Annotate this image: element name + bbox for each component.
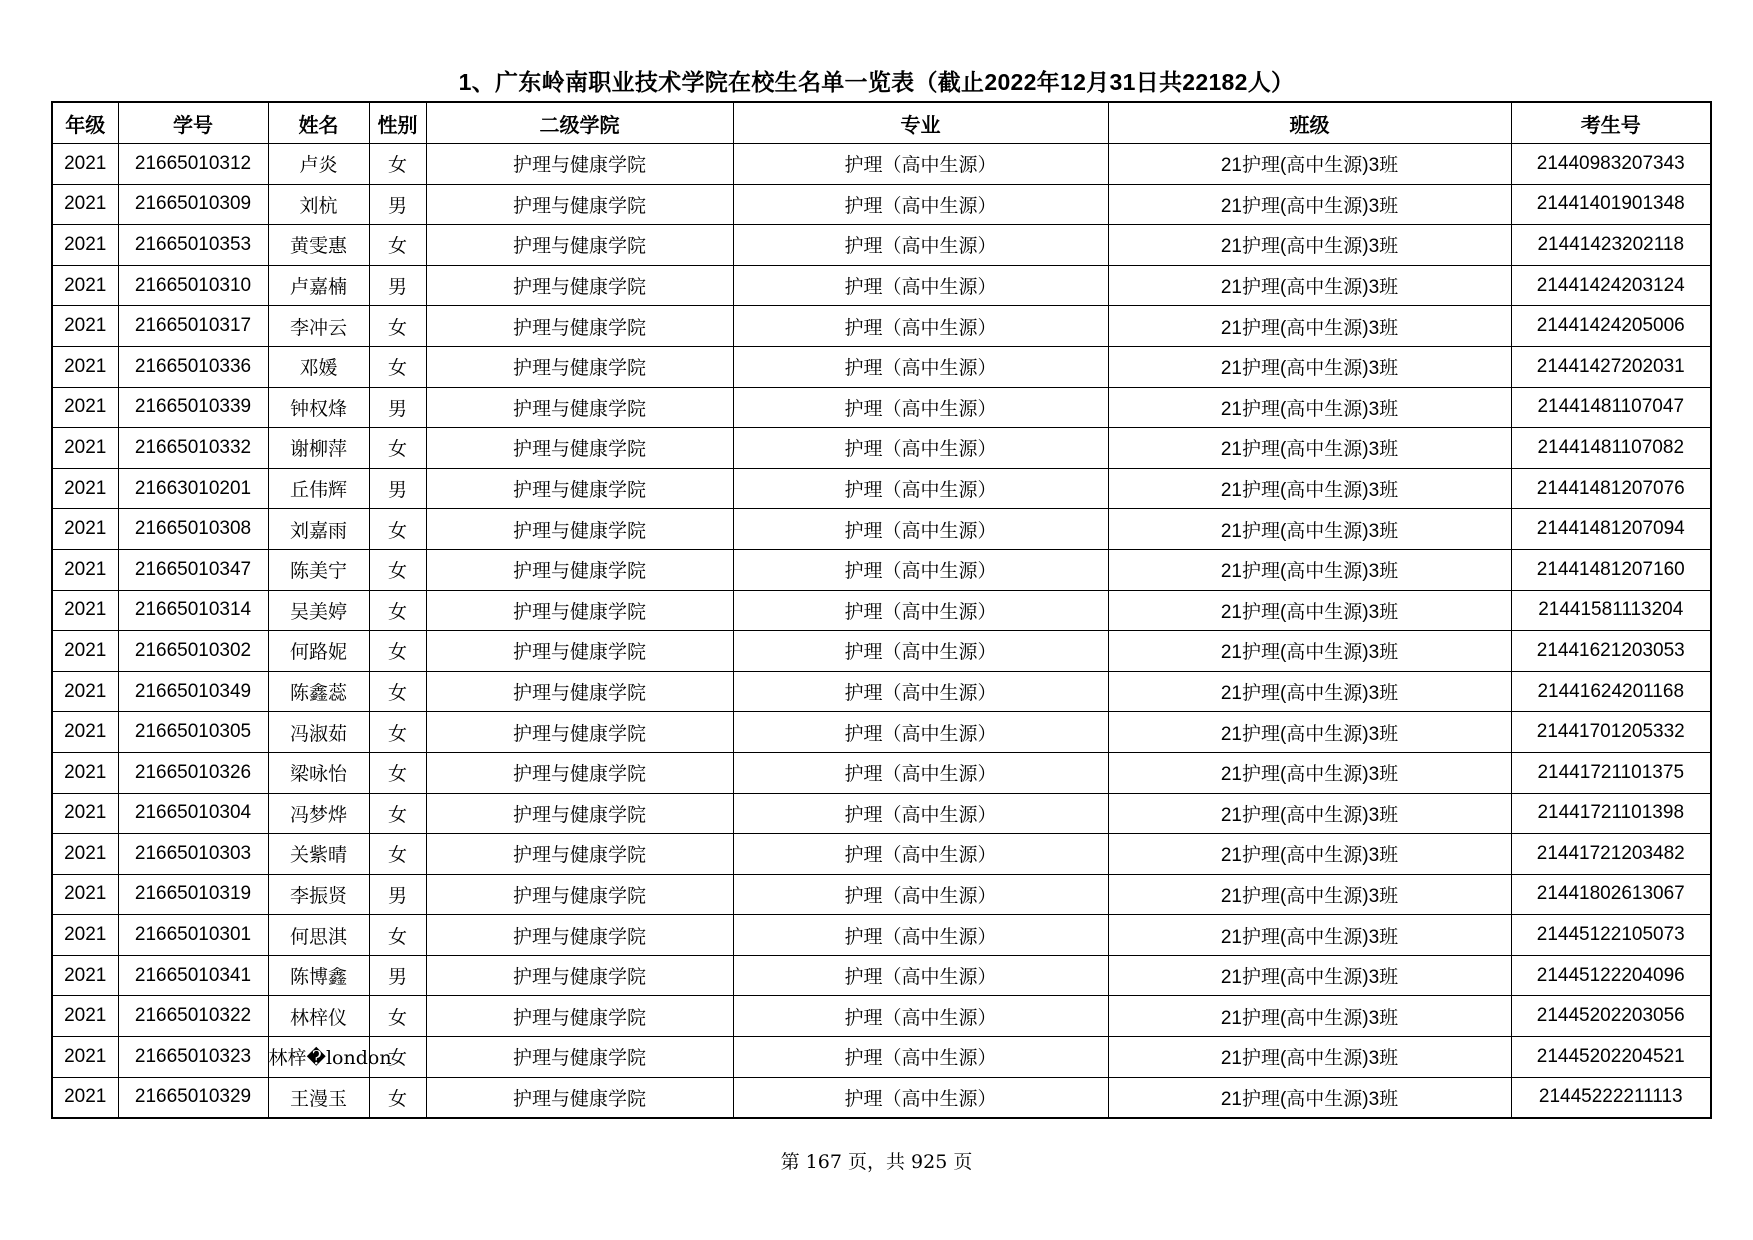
table-row [52,915,1711,956]
cell-class: 21护理(高中生源)3班 [1108,265,1511,306]
cell-class: 21护理(高中生源)3班 [1108,306,1511,347]
cell-college: 护理与健康学院 [426,590,733,631]
cell-exam-id: 21445202204521 [1511,1037,1711,1078]
cell-class: 21护理(高中生源)3班 [1108,752,1511,793]
cell-gender: 女 [369,144,426,185]
cell-exam-id: 21441481107082 [1511,428,1711,469]
table-row [52,996,1711,1037]
cell-exam-id: 21441423202118 [1511,225,1711,266]
cell-student-id: 21665010336 [118,346,268,387]
cell-exam-id: 21441481207160 [1511,549,1711,590]
cell-name: 何思淇 [268,915,369,956]
cell-name: 谢柳萍 [268,428,369,469]
cell-grade: 2021 [52,306,118,347]
cell-gender: 女 [369,793,426,834]
cell-grade: 2021 [52,752,118,793]
cell-grade: 2021 [52,955,118,996]
cell-name: 李冲云 [268,306,369,347]
cell-college: 护理与健康学院 [426,915,733,956]
column-header-student-id: 学号 [118,102,268,144]
cell-grade: 2021 [52,265,118,306]
cell-class: 21护理(高中生源)3班 [1108,671,1511,712]
cell-class: 21护理(高中生源)3班 [1108,712,1511,753]
cell-grade: 2021 [52,509,118,550]
cell-class: 21护理(高中生源)3班 [1108,225,1511,266]
cell-student-id: 21665010309 [118,184,268,225]
cell-grade: 2021 [52,1077,118,1118]
table-row [52,306,1711,347]
cell-gender: 男 [369,874,426,915]
table-row [52,752,1711,793]
table-row [52,265,1711,306]
cell-gender: 男 [369,955,426,996]
cell-college: 护理与健康学院 [426,834,733,875]
cell-major: 护理（高中生源） [733,428,1108,469]
cell-college: 护理与健康学院 [426,996,733,1037]
cell-grade: 2021 [52,184,118,225]
cell-exam-id: 21441721101398 [1511,793,1711,834]
cell-grade: 2021 [52,346,118,387]
cell-gender: 女 [369,549,426,590]
cell-student-id: 21665010301 [118,915,268,956]
cell-major: 护理（高中生源） [733,468,1108,509]
cell-class: 21护理(高中生源)3班 [1108,631,1511,672]
cell-college: 护理与健康学院 [426,306,733,347]
cell-class: 21护理(高中生源)3班 [1108,834,1511,875]
table-body [52,144,1711,1119]
cell-class: 21护理(高中生源)3班 [1108,428,1511,469]
cell-college: 护理与健康学院 [426,1037,733,1078]
table-row [52,346,1711,387]
table-row [52,1077,1711,1118]
cell-college: 护理与健康学院 [426,265,733,306]
cell-student-id: 21665010322 [118,996,268,1037]
table-row [52,793,1711,834]
cell-student-id: 21665010302 [118,631,268,672]
table-row [52,387,1711,428]
cell-college: 护理与健康学院 [426,509,733,550]
cell-student-id: 21665010329 [118,1077,268,1118]
table-row [52,874,1711,915]
table-row [52,225,1711,266]
cell-major: 护理（高中生源） [733,631,1108,672]
cell-student-id: 21665010308 [118,509,268,550]
cell-college: 护理与健康学院 [426,468,733,509]
cell-major: 护理（高中生源） [733,346,1108,387]
cell-name: 冯梦烨 [268,793,369,834]
table-row [52,955,1711,996]
cell-name: 陈博鑫 [268,955,369,996]
cell-name: 关紫晴 [268,834,369,875]
cell-grade: 2021 [52,144,118,185]
cell-major: 护理（高中生源） [733,955,1108,996]
cell-student-id: 21665010341 [118,955,268,996]
cell-grade: 2021 [52,590,118,631]
column-header-gender: 性别 [369,102,426,144]
cell-student-id: 21665010310 [118,265,268,306]
cell-class: 21护理(高中生源)3班 [1108,793,1511,834]
cell-gender: 女 [369,346,426,387]
cell-student-id: 21665010314 [118,590,268,631]
cell-college: 护理与健康学院 [426,631,733,672]
cell-grade: 2021 [52,915,118,956]
cell-gender: 女 [369,671,426,712]
cell-college: 护理与健康学院 [426,346,733,387]
cell-major: 护理（高中生源） [733,834,1108,875]
cell-class: 21护理(高中生源)3班 [1108,468,1511,509]
cell-student-id: 21665010326 [118,752,268,793]
cell-name: 陈美宁 [268,549,369,590]
cell-college: 护理与健康学院 [426,1077,733,1118]
cell-name: 邓媛 [268,346,369,387]
cell-student-id: 21665010347 [118,549,268,590]
column-header-class: 班级 [1108,102,1511,144]
cell-class: 21护理(高中生源)3班 [1108,915,1511,956]
cell-name: 梁咏怡 [268,752,369,793]
cell-grade: 2021 [52,387,118,428]
cell-name: 钟权烽 [268,387,369,428]
cell-major: 护理（高中生源） [733,874,1108,915]
cell-college: 护理与健康学院 [426,671,733,712]
table-row [52,590,1711,631]
cell-gender: 女 [369,590,426,631]
table-row [52,671,1711,712]
table-row [52,468,1711,509]
cell-name: 陈鑫蕊 [268,671,369,712]
cell-gender: 女 [369,509,426,550]
cell-gender: 女 [369,834,426,875]
table-row [52,184,1711,225]
cell-exam-id: 21445222211113 [1511,1077,1711,1118]
cell-class: 21护理(高中生源)3班 [1108,955,1511,996]
cell-student-id: 21665010304 [118,793,268,834]
table-row [52,428,1711,469]
cell-name: 李振贤 [268,874,369,915]
table-row [52,1037,1711,1078]
cell-gender: 女 [369,915,426,956]
cell-exam-id: 21441621203053 [1511,631,1711,672]
cell-student-id: 21665010303 [118,834,268,875]
table-row [52,631,1711,672]
cell-student-id: 21665010312 [118,144,268,185]
cell-gender: 女 [369,712,426,753]
cell-name: 冯淑茹 [268,712,369,753]
cell-gender: 女 [369,996,426,1037]
cell-student-id: 21665010317 [118,306,268,347]
cell-gender: 女 [369,1077,426,1118]
cell-student-id: 21665010323 [118,1037,268,1078]
cell-gender: 女 [369,752,426,793]
cell-major: 护理（高中生源） [733,387,1108,428]
cell-student-id: 21665010349 [118,671,268,712]
cell-grade: 2021 [52,549,118,590]
cell-gender: 男 [369,468,426,509]
cell-student-id: 21665010332 [118,428,268,469]
cell-major: 护理（高中生源） [733,184,1108,225]
cell-student-id: 21665010353 [118,225,268,266]
cell-class: 21护理(高中生源)3班 [1108,874,1511,915]
table-header-row [52,102,1711,144]
cell-class: 21护理(高中生源)3班 [1108,387,1511,428]
cell-grade: 2021 [52,671,118,712]
column-header-name: 姓名 [268,102,369,144]
column-header-college: 二级学院 [426,102,733,144]
cell-college: 护理与健康学院 [426,712,733,753]
cell-exam-id: 21440983207343 [1511,144,1711,185]
cell-student-id: 21665010319 [118,874,268,915]
cell-college: 护理与健康学院 [426,225,733,266]
cell-class: 21护理(高中生源)3班 [1108,346,1511,387]
cell-name: 吴美婷 [268,590,369,631]
cell-exam-id: 21441721203482 [1511,834,1711,875]
cell-exam-id: 21441424203124 [1511,265,1711,306]
cell-gender: 女 [369,428,426,469]
table-row [52,834,1711,875]
cell-student-id: 21665010339 [118,387,268,428]
cell-name: 林梓仪 [268,996,369,1037]
cell-exam-id: 21445202203056 [1511,996,1711,1037]
cell-college: 护理与健康学院 [426,387,733,428]
cell-college: 护理与健康学院 [426,184,733,225]
page-title: 1、广东岭南职业技术学院在校生名单一览表（截止2022年12月31日共22182人） [458,69,1295,95]
cell-class: 21护理(高中生源)3班 [1108,144,1511,185]
cell-name: 王漫玉 [268,1077,369,1118]
cell-grade: 2021 [52,834,118,875]
cell-major: 护理（高中生源） [733,265,1108,306]
cell-class: 21护理(高中生源)3班 [1108,996,1511,1037]
cell-class: 21护理(高中生源)3班 [1108,549,1511,590]
cell-name: 刘嘉雨 [268,509,369,550]
cell-exam-id: 21445122204096 [1511,955,1711,996]
cell-major: 护理（高中生源） [733,712,1108,753]
cell-exam-id: 21441581113204 [1511,590,1711,631]
cell-exam-id: 21441481207076 [1511,468,1711,509]
cell-gender: 男 [369,387,426,428]
cell-college: 护理与健康学院 [426,955,733,996]
cell-class: 21护理(高中生源)3班 [1108,184,1511,225]
cell-major: 护理（高中生源） [733,509,1108,550]
cell-name: 黄雯惠 [268,225,369,266]
cell-college: 护理与健康学院 [426,874,733,915]
cell-class: 21护理(高中生源)3班 [1108,509,1511,550]
cell-student-id: 21665010305 [118,712,268,753]
cell-exam-id: 21441401901348 [1511,184,1711,225]
cell-name: 林梓�london [268,1037,369,1078]
cell-class: 21护理(高中生源)3班 [1108,1077,1511,1118]
cell-grade: 2021 [52,874,118,915]
column-header-exam-id: 考生号 [1511,102,1711,144]
cell-gender: 女 [369,1037,426,1078]
cell-college: 护理与健康学院 [426,428,733,469]
cell-gender: 男 [369,184,426,225]
cell-exam-id: 21441624201168 [1511,671,1711,712]
cell-gender: 女 [369,306,426,347]
cell-grade: 2021 [52,428,118,469]
cell-grade: 2021 [52,712,118,753]
cell-major: 护理（高中生源） [733,225,1108,266]
cell-name: 卢炎 [268,144,369,185]
cell-gender: 男 [369,265,426,306]
table-row [52,144,1711,185]
cell-exam-id: 21441802613067 [1511,874,1711,915]
cell-class: 21护理(高中生源)3班 [1108,590,1511,631]
cell-grade: 2021 [52,631,118,672]
cell-major: 护理（高中生源） [733,306,1108,347]
cell-college: 护理与健康学院 [426,549,733,590]
cell-college: 护理与健康学院 [426,144,733,185]
cell-gender: 女 [369,631,426,672]
cell-major: 护理（高中生源） [733,549,1108,590]
cell-name: 刘杭 [268,184,369,225]
cell-exam-id: 21441721101375 [1511,752,1711,793]
cell-major: 护理（高中生源） [733,590,1108,631]
table-row [52,509,1711,550]
cell-name: 丘伟辉 [268,468,369,509]
cell-major: 护理（高中生源） [733,671,1108,712]
cell-gender: 女 [369,225,426,266]
cell-exam-id: 21441427202031 [1511,346,1711,387]
cell-grade: 2021 [52,1037,118,1078]
cell-exam-id: 21445122105073 [1511,915,1711,956]
table-row [52,549,1711,590]
cell-name: 卢嘉楠 [268,265,369,306]
cell-grade: 2021 [52,225,118,266]
cell-name: 何路妮 [268,631,369,672]
cell-grade: 2021 [52,468,118,509]
cell-exam-id: 21441481207094 [1511,509,1711,550]
cell-grade: 2021 [52,793,118,834]
cell-major: 护理（高中生源） [733,915,1108,956]
cell-major: 护理（高中生源） [733,793,1108,834]
table-row [52,712,1711,753]
page-number-footer: 第 167 页，共 925 页 [780,1151,973,1173]
student-roster-table [51,101,1712,1119]
cell-class: 21护理(高中生源)3班 [1108,1037,1511,1078]
cell-major: 护理（高中生源） [733,1077,1108,1118]
cell-major: 护理（高中生源） [733,1037,1108,1078]
cell-grade: 2021 [52,996,118,1037]
column-header-grade: 年级 [52,102,118,144]
column-header-major: 专业 [733,102,1108,144]
cell-college: 护理与健康学院 [426,752,733,793]
cell-exam-id: 21441481107047 [1511,387,1711,428]
cell-exam-id: 21441424205006 [1511,306,1711,347]
cell-major: 护理（高中生源） [733,752,1108,793]
cell-student-id: 21663010201 [118,468,268,509]
cell-major: 护理（高中生源） [733,996,1108,1037]
cell-exam-id: 21441701205332 [1511,712,1711,753]
cell-major: 护理（高中生源） [733,144,1108,185]
cell-college: 护理与健康学院 [426,793,733,834]
